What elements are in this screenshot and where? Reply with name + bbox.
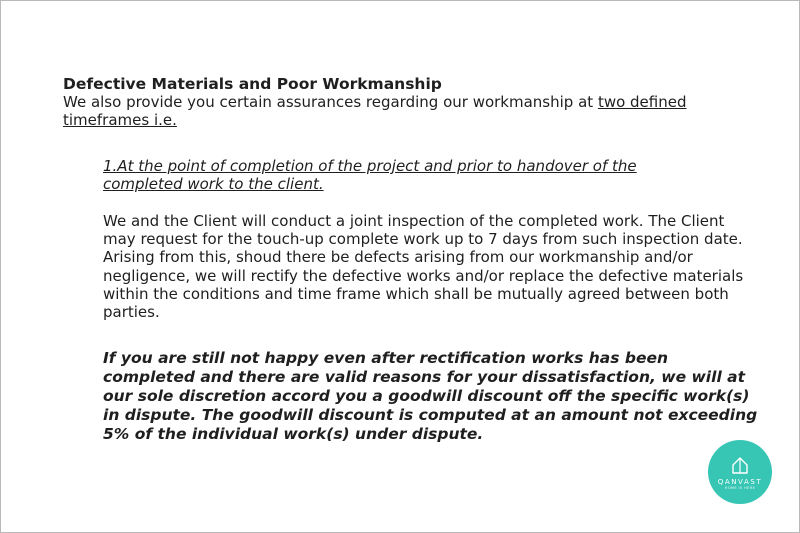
intro-underlined-text: two defined timeframes i.e. — [63, 93, 687, 129]
document-heading: Defective Materials and Poor Workmanship — [63, 75, 442, 93]
watermark-name: QANVAST — [717, 477, 763, 486]
watermark-tagline: HOME IS HERE — [724, 485, 756, 490]
section-completion — [103, 157, 758, 443]
house-outline-icon — [730, 455, 750, 475]
qanvast-watermark-logo — [708, 440, 772, 504]
document — [63, 75, 758, 443]
goodwill-discount-paragraph: If you are still not happy even after rectification works has been completed and there are valid reasons for your dissatisfaction, we will at our sole discretion accord you a goodwill discount off the specific work(s) in dispute. The goodwill discount is computed at an amount not exceeding 5% of the individual work(s) under dispute. — [103, 349, 758, 443]
intro-text: We also provide you certain assurances regarding our workmanship at — [63, 93, 598, 111]
inspection-paragraph: We and the Client will conduct a joint inspection of the completed work. The Client may request for the touch-up complete work up to 7 days from such inspection date. Arising from this, shoud there be defects arising from our workmanship and/or negligence, we will rectify the defective works and/or replace the defective materials within the conditions and time frame which shall be mutually agreed between both parties. — [103, 212, 744, 322]
section-sub-heading: 1.At the point of completion of the project and prior to handover of the completed work to the client. — [103, 157, 637, 193]
intro-paragraph — [63, 93, 753, 129]
